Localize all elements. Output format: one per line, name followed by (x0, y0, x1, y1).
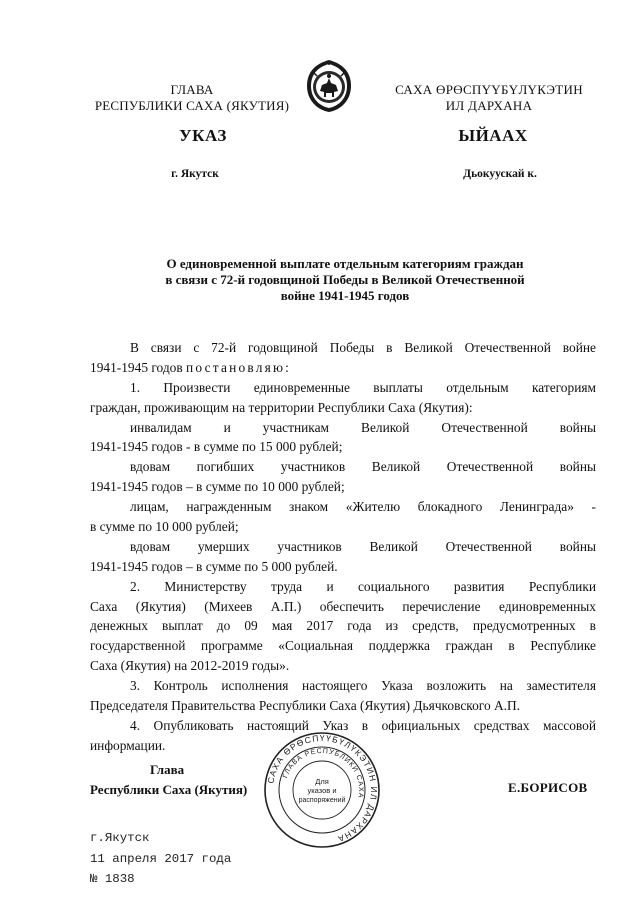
coat-of-arms-emblem (303, 58, 355, 114)
body-text-spaced: постановляю: (186, 359, 292, 375)
header-right-line1: САХА ӨРӨСПҮҮБҮЛҮКЭТИН (395, 82, 583, 97)
body-line: В связи с 72-й годовщиной Победы в Великой Отечественной войне (130, 340, 596, 355)
header-right (384, 82, 594, 114)
footer-date: 11 апреля 2017 года (90, 851, 232, 866)
seal-outer-text: САХА ӨРӨСПҮҮБҮЛҮКЭТИН ИЛ ДАРХАНА (265, 732, 380, 845)
city-sakha: Дьокуускай к. (463, 168, 537, 180)
signature-title-line2: Республики Саха (Якутия) (90, 782, 248, 797)
doc-type-sakha: ЫЙААХ (458, 126, 528, 145)
body-line: Председателя Правительства Республики Саха (Якутия) Дьячковского А.П. (90, 698, 521, 714)
header-left-line2: РЕСПУБЛИКИ САХА (ЯКУТИЯ) (94, 98, 290, 113)
body-line: 1941-1945 годов – в сумме по 5 000 рублей. (90, 558, 338, 574)
title-line: О единовременной выплате отдельным категориям граждан (166, 256, 524, 271)
header-left (88, 82, 296, 114)
body-text: 1941-1945 годов (90, 359, 187, 375)
signature-title-line1: Глава (150, 762, 185, 777)
body-line: вдовам умерших участников Великой Отечественной войны (130, 538, 596, 554)
body-line: в сумме по 10 000 рублей; (90, 519, 239, 535)
body-line: 1941-1945 годов - в сумме по 15 000 рублей; (90, 439, 343, 455)
official-seal (262, 730, 382, 850)
signatory-name: Е.БОРИСОВ (508, 780, 588, 795)
body-line (90, 358, 596, 378)
body-line: граждан, проживающим на территории Республики Саха (Якутия): (90, 399, 473, 415)
seal-inner-text: ГЛАВА РЕСПУБЛИКИ САХА (282, 747, 365, 800)
body-line: 1. Произвести единовременные выплаты отдельным категориям (130, 379, 596, 395)
body-line: информации. (90, 737, 166, 753)
body-line: Саха (Якутия) (Михеев А.П.) обеспечить перечисление единовременных (90, 598, 596, 614)
city-russian: г. Якутск (171, 168, 219, 180)
footer-place: г.Якутск (90, 831, 150, 845)
body-line: лицам, награжденным знаком «Жителю блокадного Ленинграда» - (130, 499, 596, 515)
body-line: 4. Опубликовать настоящий Указ в официальных средствах массовой (130, 717, 596, 733)
body-line: 3. Контроль исполнения настоящего Указа возложить на заместителя (130, 678, 596, 694)
signature-title (90, 760, 247, 800)
seal-center-line3: распоряжений (298, 797, 346, 804)
footer-number: № 1838 (90, 872, 135, 886)
body-line: государственной программе «Социальная поддержка граждан в Республике (90, 638, 596, 654)
title-line: войне 1941-1945 годов (280, 288, 410, 303)
decree-body (90, 338, 596, 756)
body-line: инвалидам и участникам Великой Отечественной войны (130, 419, 596, 435)
doc-type-russian: УКАЗ (179, 126, 227, 145)
body-line: Саха (Якутия) на 2012-2019 годы». (90, 658, 290, 674)
body-line: 1941-1945 годов – в сумме по 10 000 рублей; (90, 479, 345, 495)
decree-footer (90, 828, 231, 890)
body-line: вдовам погибших участников Великой Отечественной войны (130, 459, 596, 475)
seal-center-line2: указов и (307, 786, 337, 795)
seal-center-line1: Для (315, 777, 329, 786)
header-left-line1: ГЛАВА (170, 82, 214, 97)
decree-title (95, 256, 595, 304)
header-right-line2: ИЛ ДАРХАНА (445, 98, 533, 113)
body-line: денежных выплат до 09 мая 2017 года из средств, предусмотренных в (90, 618, 596, 634)
title-line: в связи с 72-й годовщиной Победы в Великой Отечественной (165, 272, 525, 287)
body-line: 2. Министерству труда и социального развития Республики (130, 578, 596, 594)
